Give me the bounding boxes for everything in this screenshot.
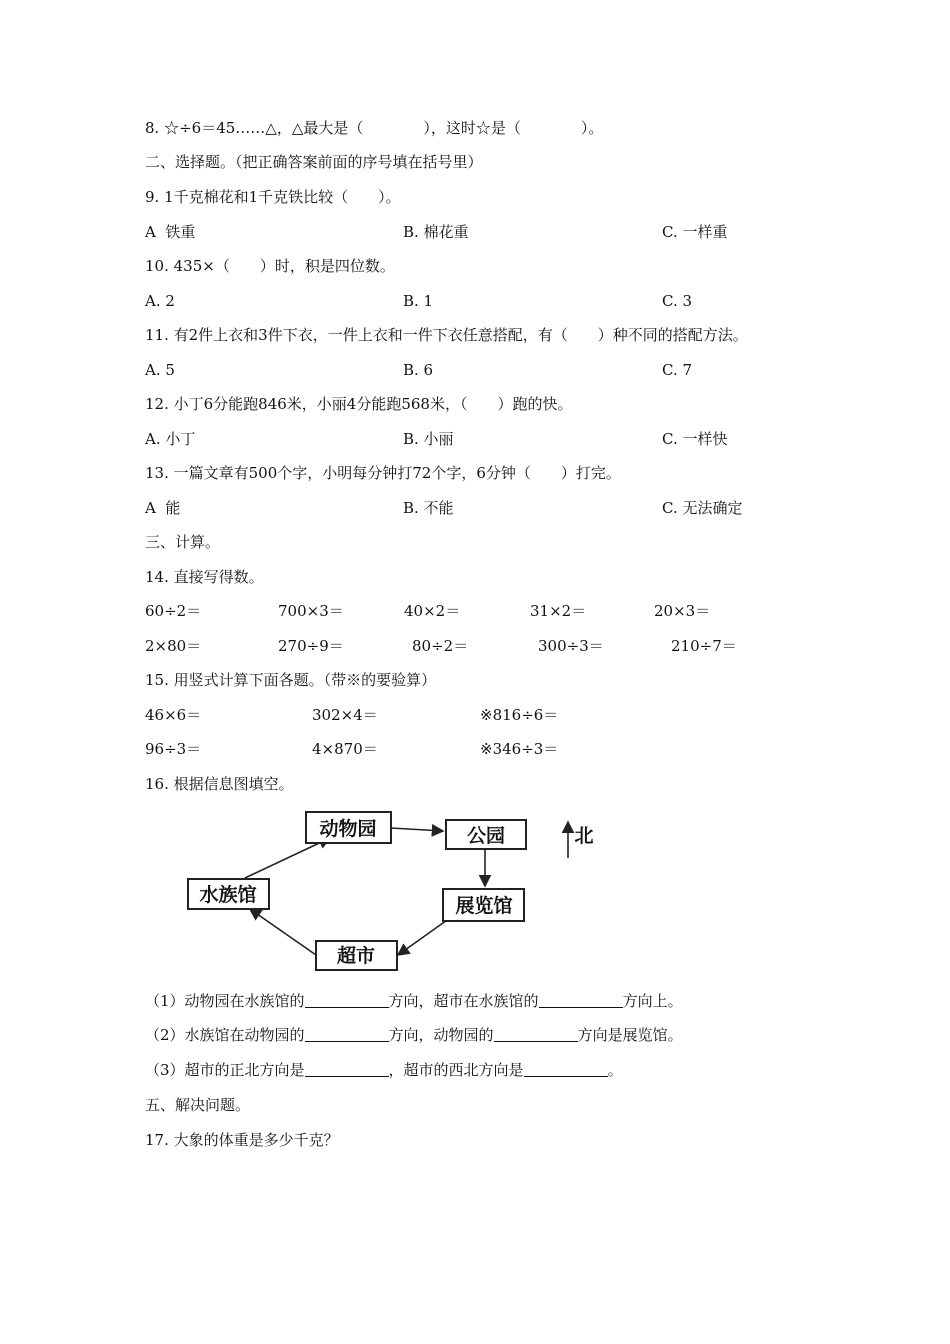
q9-option-a: A 铁重 <box>145 223 196 241</box>
q14-item: 300÷3＝ <box>538 637 604 655</box>
q16-sub-1: （1）动物园在水族馆的 方向，超市在水族馆的 方向上。 <box>145 992 683 1010</box>
q15-item: 46×6＝ <box>145 706 202 724</box>
question-13: 13. 一篇文章有500个字，小明每分钟打72个字，6分钟（ ）打完。 <box>145 464 621 482</box>
q15-item: 96÷3＝ <box>145 740 202 758</box>
arrow-exhibition-to-market <box>398 918 450 955</box>
market-label: 超市 <box>336 945 376 967</box>
question-16: 16. 根据信息图填空。 <box>145 775 294 793</box>
q9-option-b: B. 棉花重 <box>403 223 469 241</box>
q9-option-c: C. 一样重 <box>662 223 728 241</box>
section-2-heading: 二、选择题。（把正确答案前面的序号填在括号里） <box>145 153 483 171</box>
q12-option-c: C. 一样快 <box>662 430 728 448</box>
arrow-zoo-to-park <box>391 828 443 831</box>
q13-option-c: C. 无法确定 <box>662 499 743 517</box>
q10-option-c: C. 3 <box>662 292 693 310</box>
question-9: 9. 1千克棉花和1千克铁比较（ ）。 <box>145 188 401 206</box>
question-10: 10. 435×（ ）时，积是四位数。 <box>145 257 395 275</box>
q16-sub-3: （3）超市的正北方向是 ，超市的西北方向是 。 <box>145 1061 623 1079</box>
question-17: 17. 大象的体重是多少千克？ <box>145 1131 339 1149</box>
q16-sub-2: （2）水族馆在动物园的 方向，动物园的 方向是展览馆。 <box>145 1026 683 1044</box>
q11-option-a: A. 5 <box>145 361 175 379</box>
question-11: 11. 有2件上衣和3件下衣，一件上衣和一件下衣任意搭配，有（ ）种不同的搭配方法。 <box>145 326 748 344</box>
exhibition-label: 展览馆 <box>455 895 513 917</box>
section-5-heading: 五、解决问题。 <box>145 1096 251 1114</box>
q14-item: 270÷9＝ <box>278 637 344 655</box>
q13-option-b: B. 不能 <box>403 499 454 517</box>
q14-item: 210÷7＝ <box>671 637 737 655</box>
q14-item: 20×3＝ <box>654 602 711 620</box>
direction-map-diagram <box>0 800 950 980</box>
question-8: 8. ☆÷6＝45……△，△最大是（ ），这时☆是（ ）。 <box>145 119 604 137</box>
q14-item: 2×80＝ <box>145 637 202 655</box>
q14-item: 80÷2＝ <box>412 637 469 655</box>
q14-item: 700×3＝ <box>278 602 344 620</box>
q14-item: 31×2＝ <box>530 602 587 620</box>
arrow-market-to-aquarium <box>250 909 316 955</box>
question-14: 14. 直接写得数。 <box>145 568 264 586</box>
q14-item: 40×2＝ <box>404 602 461 620</box>
q12-option-b: B. 小丽 <box>403 430 454 448</box>
zoo-label: 动物园 <box>319 818 377 840</box>
q15-item: 302×4＝ <box>312 706 378 724</box>
section-3-heading: 三、计算。 <box>145 533 221 551</box>
q11-option-c: C. 7 <box>662 361 693 379</box>
q10-option-b: B. 1 <box>403 292 434 310</box>
q15-item: 4×870＝ <box>312 740 378 758</box>
q15-item: ※816÷6＝ <box>480 706 559 724</box>
q10-option-a: A. 2 <box>145 292 175 310</box>
q12-option-a: A. 小丁 <box>145 430 196 448</box>
q11-option-b: B. 6 <box>403 361 434 379</box>
aquarium-label: 水族馆 <box>199 884 257 906</box>
north-label: 北 <box>574 825 594 847</box>
q14-item: 60÷2＝ <box>145 602 202 620</box>
q13-option-a: A 能 <box>145 499 181 517</box>
question-12: 12. 小丁6分能跑846米，小丽4分能跑568米，（ ）跑的快。 <box>145 395 573 413</box>
park-label: 公园 <box>466 825 506 847</box>
question-15: 15. 用竖式计算下面各题。（带※的要验算） <box>145 671 437 689</box>
q15-item: ※346÷3＝ <box>480 740 559 758</box>
